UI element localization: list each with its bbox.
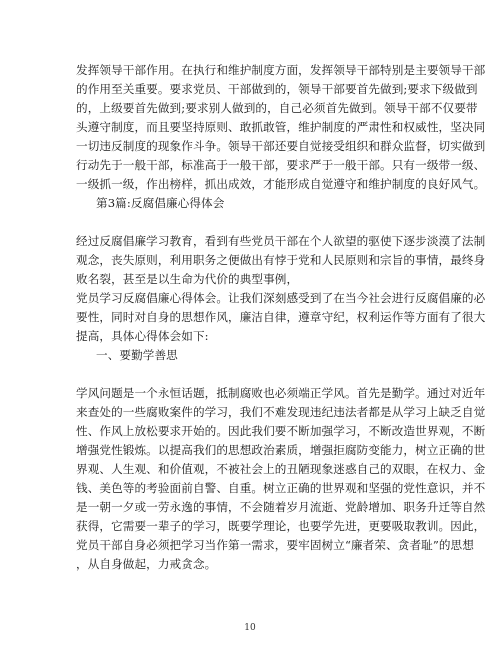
text-line: 党员学习反腐倡廉心得体会。让我们深刻感受到了在当今社会进行反腐倡廉的必: [76, 291, 486, 305]
text-line: 增强党性锻炼。以提高我们的思想政治素质，增强拒腐防变能力，树立正确的世: [76, 443, 486, 457]
text-line: 经过反腐倡廉学习教育，看到有些党员干部在个人欲望的驱使下逐步淡漠了法制: [76, 234, 486, 248]
text-line: 学风问题是一个永恒话题，抵制腐败也必须端正学风。首先是勤学。通过对近年: [76, 386, 486, 400]
page-number: 10: [244, 623, 256, 633]
text-line: 败名裂，甚至是以生命为代价的典型事例，: [76, 272, 299, 286]
text-line: 一切违反制度的现象作斗争。领导干部还要自觉接受组织和群众监督，切实做到: [76, 139, 486, 153]
text-line: 发挥领导干部作用。在执行和维护制度方面，发挥领导干部特别是主要领导干部: [76, 63, 486, 77]
text-line: 界观、人生观、和价值观，不被社会上的丑陋现象迷惑自己的双眼，在权力、金: [76, 462, 486, 476]
paragraph-3: [76, 384, 486, 574]
paragraph-2: [76, 232, 486, 346]
text-line: 来查处的一些腐败案件的学习，我们不难发现违纪违法者都是从学习上缺乏自觉: [76, 405, 486, 419]
text-line: 行动先于一般干部，标准高于一般干部，要求严于一般干部。只有一级带一级、: [76, 158, 486, 172]
text-line: ，从自身做起，力戒贪念。: [76, 557, 217, 571]
text-line: 党员干部自身必须把学习当作第一需求，要牢固树立“廉者荣、贪者耻”的思想: [76, 538, 474, 552]
text-line: 的，上级要首先做到;要求别人做到的，自己必须首先做到。领导干部不仅要带: [76, 101, 478, 115]
subheading-1: 一、要勤学善思: [96, 348, 178, 362]
text-line: 的作用至关重要。要求党员、干部做到的，领导干部要首先做到;要求下级做到: [76, 82, 478, 96]
heading-3: 第3篇:反腐倡廉心得体会: [96, 196, 225, 210]
text-line: 提高，具体心得体会如下:: [76, 329, 209, 343]
text-line: 要性，同时对自身的思想作风，廉洁自律，遵章守纪，权利运作等方面有了很大: [76, 310, 486, 324]
text-line: 头遵守制度，而且要坚持原则、敢抓敢管，维护制度的严肃性和权威性，坚决同: [76, 120, 486, 134]
section-heading: [76, 194, 432, 213]
text-line: 钱、美色等的考验面前自警、自重。树立正确的世界观和坚强的党性意识，并不: [76, 481, 486, 495]
text-line: 观念，丧失原则，利用职务之便做出有悖于党和人民原则和宗旨的事情，最终身: [76, 253, 486, 267]
paragraph-1: [76, 61, 486, 194]
subsection-heading: [76, 346, 432, 365]
text-line: 获得，它需要一辈子的学习，既要学理论，也要学先进，更要吸取教训。因此，: [76, 519, 486, 533]
text-line: 一级抓一级，作出榜样，抓出成效，才能形成自觉遵守和维护制度的良好风气。: [76, 177, 486, 191]
text-line: 性、作风上放松要求开始的。因此我们要不断加强学习，不断改造世界观，不断: [76, 424, 486, 438]
text-line: 是一朝一夕或一劳永逸的事情，不会随着岁月流逝、党龄增加、职务升迁等自然: [76, 500, 486, 514]
